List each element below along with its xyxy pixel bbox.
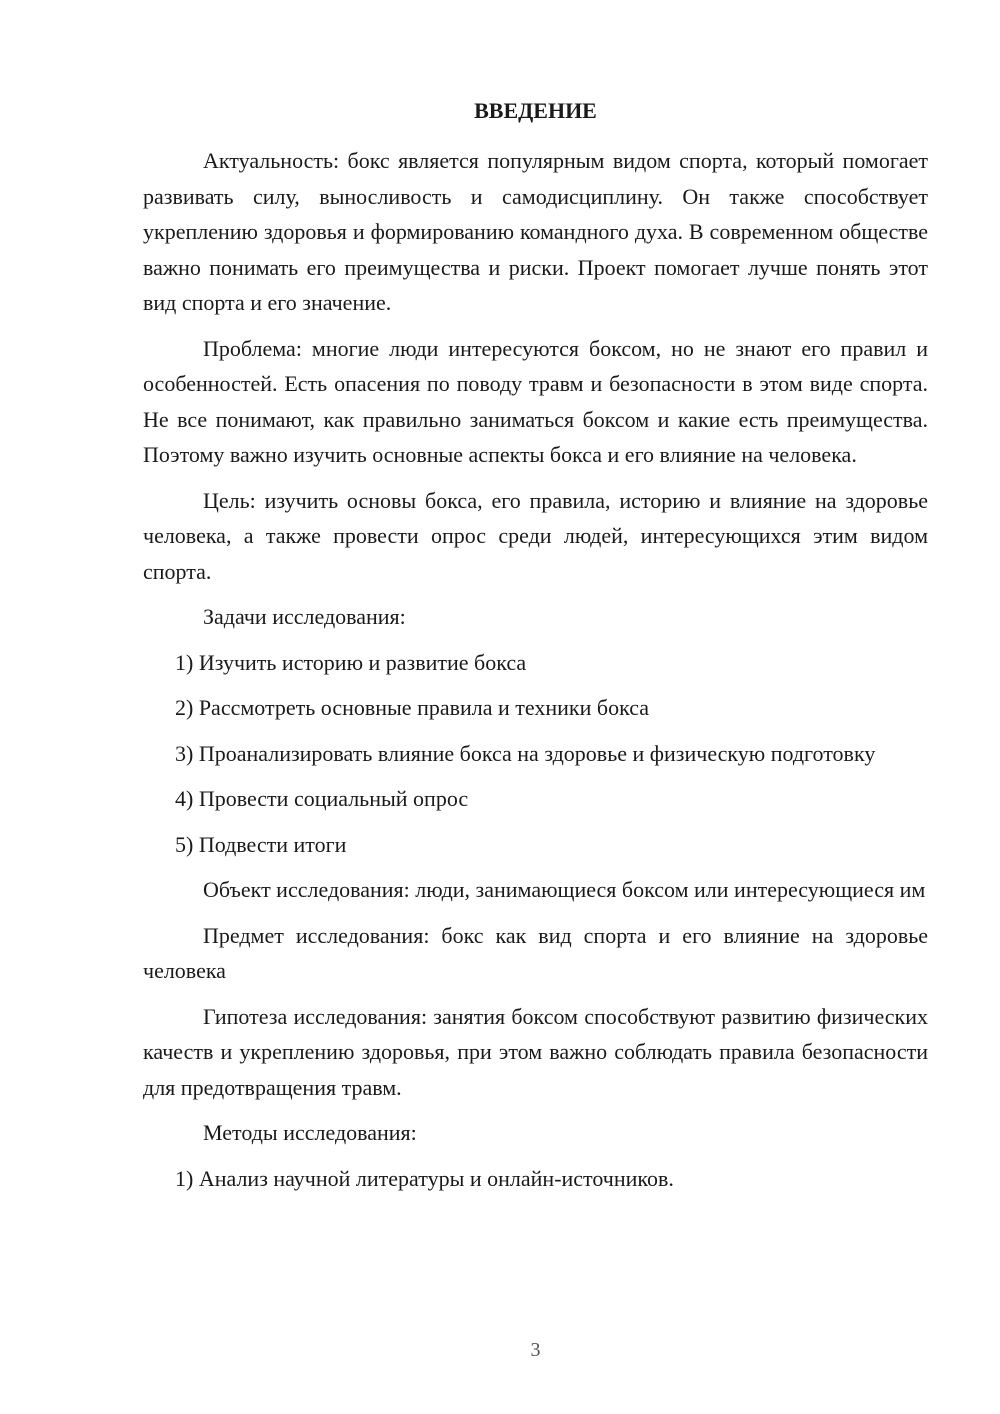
paragraph-relevance: Актуальность: бокс является популярным видом спорта, который помогает развивать силу, выносливость и самодисциплину. Он также способствует укреплению здоровья и формированию командного духа. В современном обществе важно понимать его преимущества и риски. Проект помогает лучше понять этот вид спорта и его значение.	[143, 148, 928, 315]
page-number: 3	[530, 1339, 541, 1361]
document-body	[143, 143, 928, 1206]
task-item: 4) Провести социальный опрос	[175, 786, 469, 811]
task-item: 3) Проанализировать влияние бокса на здоровье и физическую подготовку	[175, 740, 876, 766]
paragraph-hypothesis: Гипотеза исследования: занятия боксом способствуют развитию физических качеств и укреплению здоровья, при этом важно соблюдать правила безопасности для предотвращения травм.	[143, 1003, 928, 1100]
task-item: 5) Подвести итоги	[175, 831, 347, 857]
paragraph-goal: Цель: изучить основы бокса, его правила, историю и влияние на здоровье человека, а также провести опрос среди людей, интересующихся этим видом спорта.	[143, 487, 928, 584]
tasks-label: Задачи исследования:	[203, 604, 406, 629]
paragraph-object: Объект исследования: люди, занимающиеся боксом или интересующиеся им	[203, 877, 926, 902]
paragraph-problem: Проблема: многие люди интересуются боксом, но не знают его правил и особенностей. Есть опасения по поводу травм и безопасности в этом виде спорта. Не все понимают, как правильно заниматься боксом и какие есть преимущества. Поэтому важно изучить основные аспекты бокса и его влияние на человека.	[143, 335, 928, 467]
methods-label: Методы исследования:	[203, 1120, 417, 1145]
task-item: 2) Рассмотреть основные правила и техники бокса	[175, 695, 650, 720]
page-title: ВВЕДЕНИЕ	[474, 98, 597, 123]
method-item: 1) Анализ научной литературы и онлайн-источников.	[175, 1165, 674, 1191]
task-item: 1) Изучить историю и развитие бокса	[175, 649, 527, 675]
document-page	[143, 0, 928, 1414]
paragraph-subject: Предмет исследования: бокс как вид спорта и его влияние на здоровье человека	[143, 922, 928, 983]
